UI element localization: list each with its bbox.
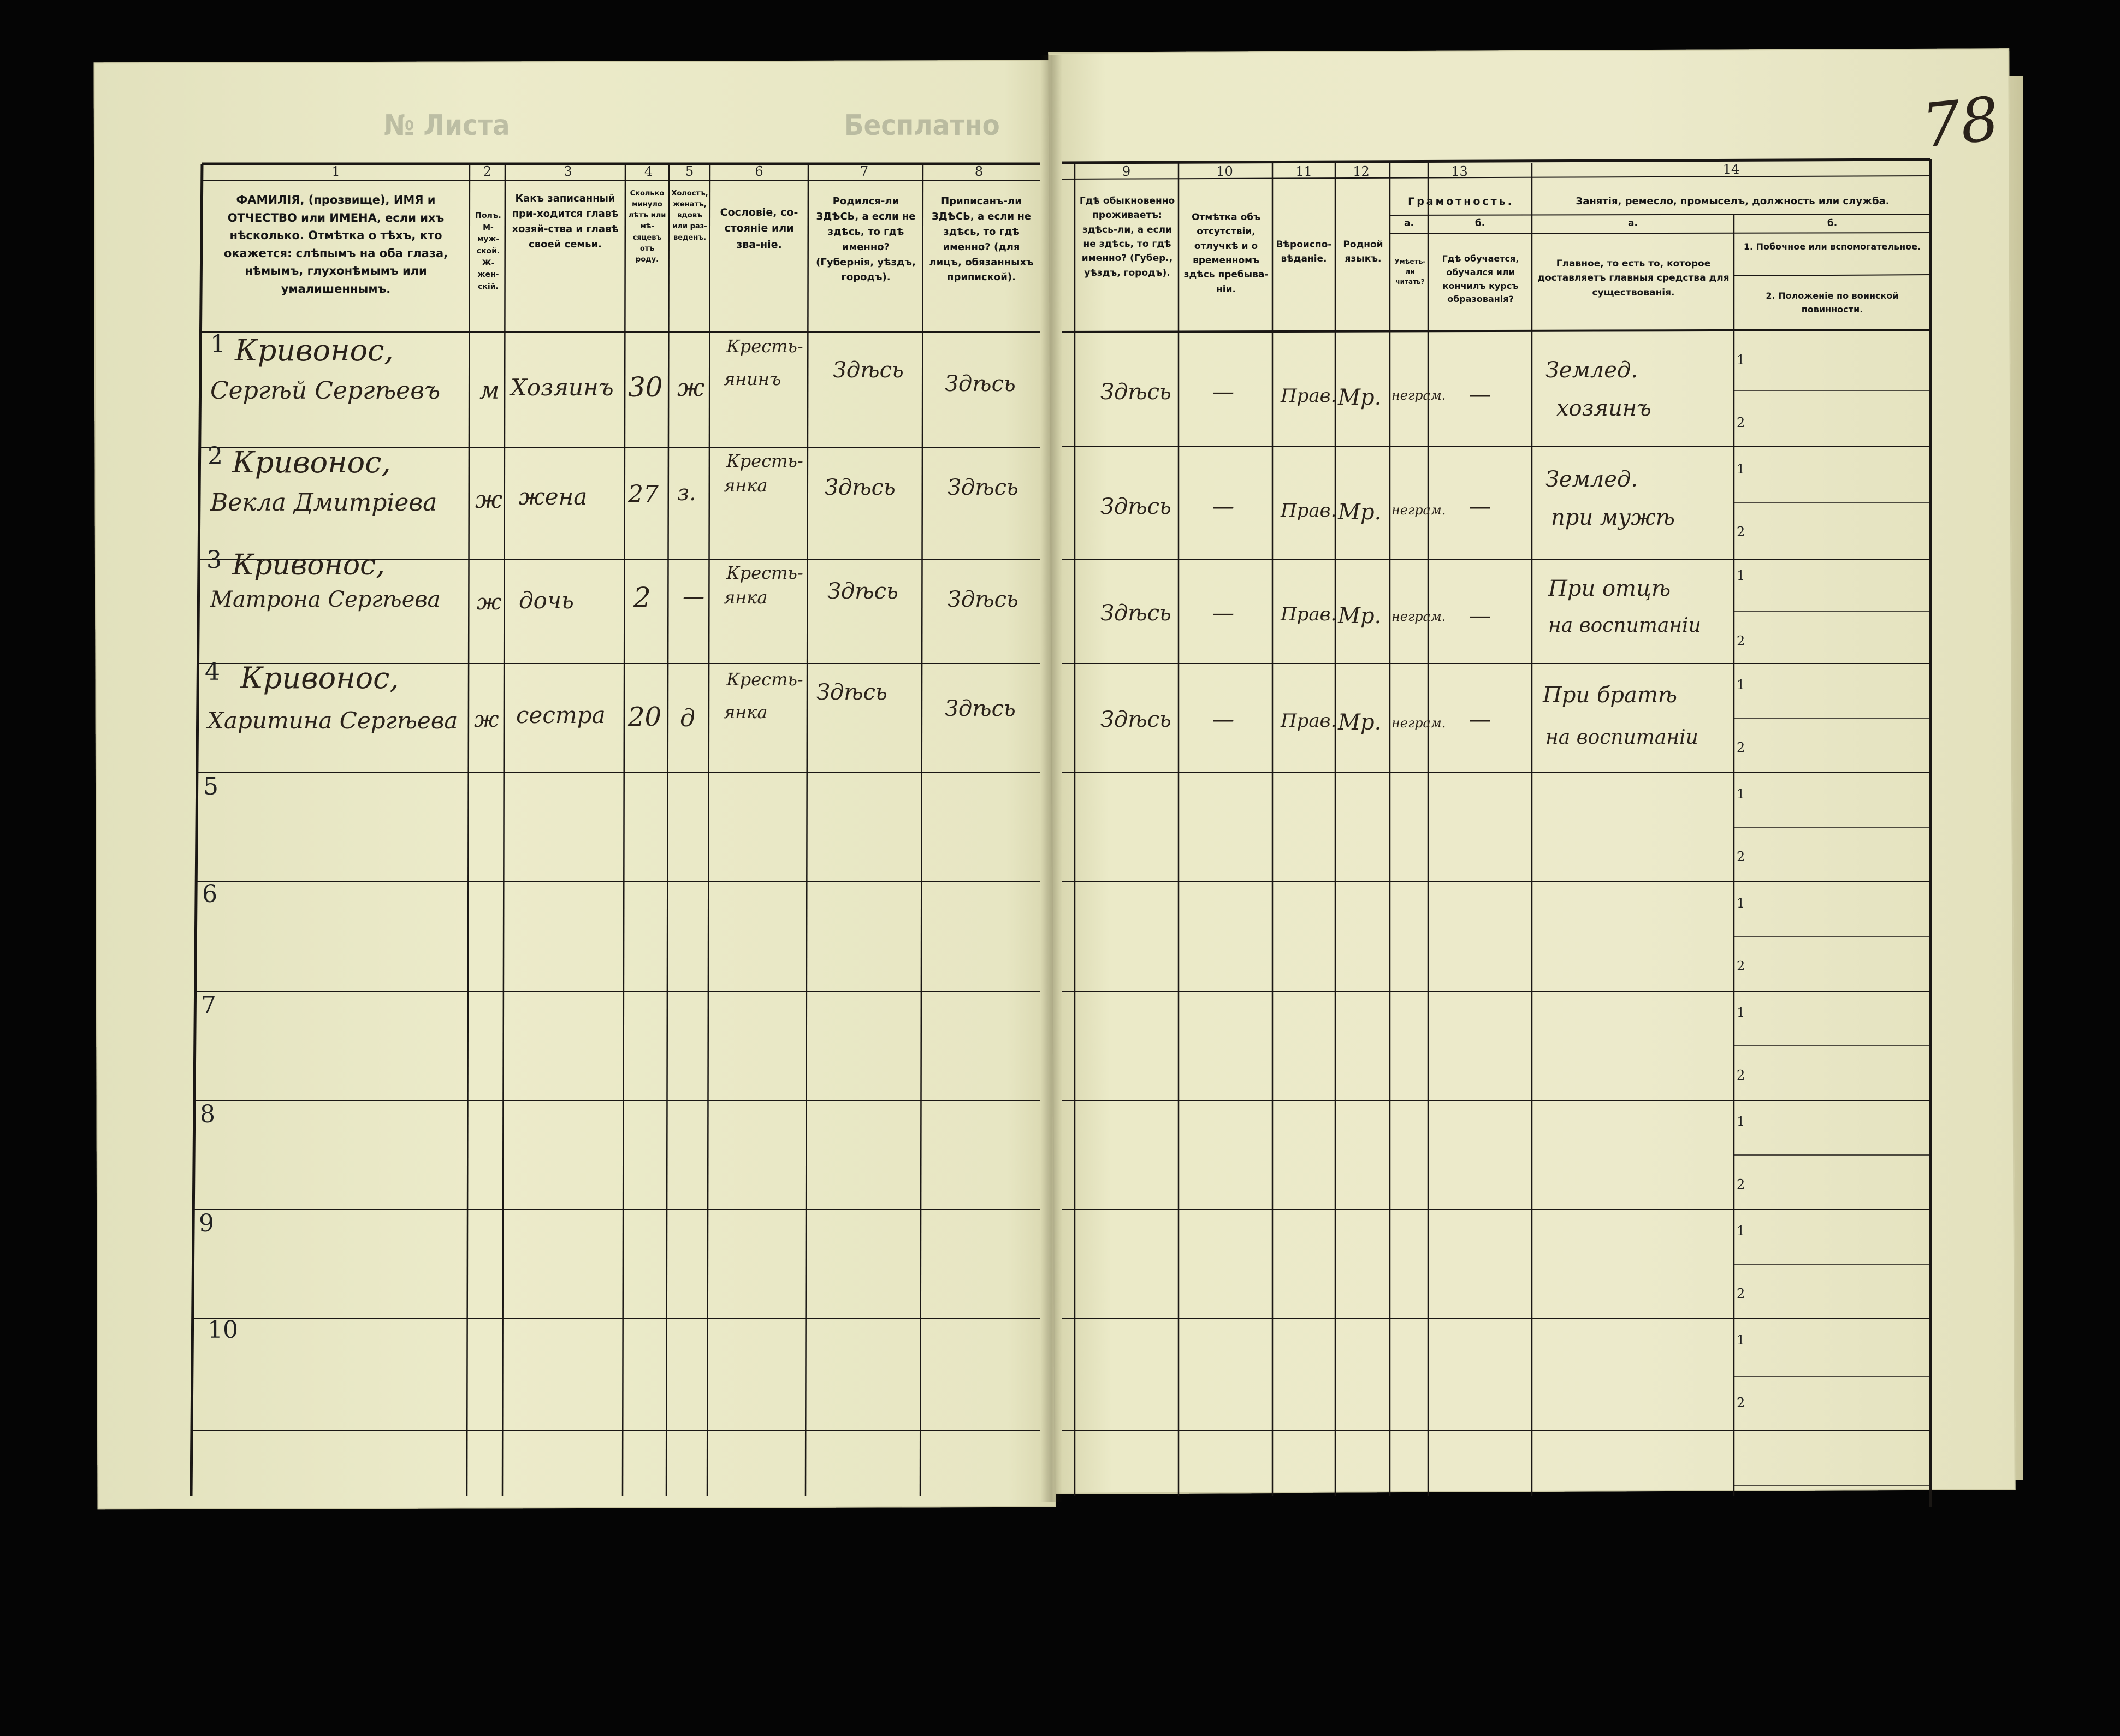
row2-estate-1: Кресть- (726, 451, 803, 471)
row-number-4: 4 (205, 658, 220, 686)
row3-occupation-1: При отцѣ (1548, 576, 1671, 601)
row4-given: Харитина Сергѣева (208, 707, 458, 734)
header-occupation-a-letter: а. (1628, 218, 1638, 229)
row4-marital: д (680, 704, 695, 732)
row1-lives: Здѣсь (1100, 380, 1171, 405)
row4-born: Здѣсь (816, 680, 887, 705)
row-number-10: 10 (208, 1316, 238, 1344)
row3-schooling: — (1469, 603, 1491, 629)
sub-mark-6-2: 2 (1737, 958, 1745, 974)
sub-mark-2-2: 2 (1737, 524, 1745, 540)
row-number-7: 7 (201, 991, 216, 1019)
row4-religion: Прав. (1281, 710, 1337, 732)
row1-language: Мр. (1338, 385, 1382, 410)
row4-language: Мр. (1338, 710, 1382, 735)
row1-occupation-2: хозяинъ (1556, 396, 1651, 421)
row4-registered: Здѣсь (945, 696, 1016, 721)
row1-sex: м (479, 377, 500, 405)
row3-given: Матрона Сергѣева (210, 587, 441, 612)
row2-given: Векла Дмитріева (210, 489, 437, 517)
sub-mark-7-2: 2 (1737, 1068, 1745, 1083)
sub-mark-2-1: 1 (1737, 461, 1745, 477)
row1-born: Здѣсь (833, 358, 904, 383)
header-occupation: Занятія, ремесло, промыселъ, должность или служба. (1576, 195, 1890, 207)
sub-mark-10-2: 2 (1737, 1395, 1745, 1411)
row2-sex: ж (475, 486, 503, 514)
sub-mark-5-1: 1 (1737, 786, 1745, 802)
row-number-8: 8 (200, 1100, 215, 1128)
row4-relation: сестра (516, 702, 606, 728)
header-absence: Отмѣтка объ отсутствіи, отлучкѣ и о временномъ здѣсь пребыва-ніи. (1183, 212, 1269, 295)
col-number-4: 4 (644, 164, 653, 179)
folio-number: 78 (1918, 84, 2003, 161)
sub-mark-3-2: 2 (1737, 633, 1745, 649)
row4-absence: — (1212, 707, 1234, 732)
header-schooling: Гдѣ обучается, обучался или кончилъ курсъ образованія? (1442, 253, 1519, 305)
sub-mark-6-1: 1 (1737, 896, 1745, 911)
row-number-9: 9 (199, 1210, 214, 1237)
col-number-10: 10 (1216, 164, 1233, 179)
header-sex: Полъ. М-муж-ской. Ж-жен-скій. (475, 211, 501, 292)
row3-absence: — (1212, 601, 1234, 626)
col-number-5: 5 (685, 164, 694, 179)
row4-lives: Здѣсь (1100, 707, 1171, 732)
row2-language: Мр. (1338, 500, 1382, 525)
header-residence: Гдѣ обыкновенно проживаетъ: здѣсь-ли, а если не здѣсь, то гдѣ именно? (Губер., уѣздъ, городъ). (1079, 195, 1175, 279)
row4-surname: Кривонос, (240, 661, 399, 695)
sub-mark-1-2: 2 (1737, 415, 1745, 430)
row4-occupation-2: на воспитаніи (1545, 726, 1698, 749)
header-estate: Сословіе, со-стояніе или зва-ніе. (720, 206, 798, 251)
col-number-11: 11 (1295, 164, 1312, 179)
header-literacy: Грамотность. (1408, 195, 1514, 208)
row2-schooling: — (1469, 494, 1491, 519)
col-number-7: 7 (860, 164, 869, 179)
row1-schooling: — (1469, 382, 1491, 407)
sub-mark-10-1: 1 (1737, 1332, 1745, 1348)
row2-religion: Прав. (1281, 500, 1337, 522)
col-number-9: 9 (1122, 164, 1131, 179)
row2-age: 27 (628, 481, 659, 508)
row1-given: Сергѣй Сергѣевъ (210, 377, 441, 405)
sub-mark-3-1: 1 (1737, 568, 1745, 583)
header-can-read: Умѣетъ-ли читать? (1394, 258, 1426, 286)
row1-religion: Прав. (1281, 385, 1337, 407)
header-military: 2. Положеніе по воинской повинности. (1766, 291, 1899, 315)
row4-estate-2: янка (724, 702, 768, 722)
header-marital: Холостъ, женатъ, вдовъ или раз-веденъ. (671, 189, 708, 242)
row3-literate: неграм. (1391, 609, 1446, 624)
sub-mark-8-1: 1 (1737, 1114, 1745, 1129)
row4-estate-1: Кресть- (726, 669, 803, 690)
sub-mark-4-1: 1 (1737, 677, 1745, 692)
row2-surname: Кривонос, (232, 445, 391, 479)
row1-absence: — (1212, 380, 1234, 405)
row1-literate: неграм. (1391, 388, 1446, 403)
sub-mark-9-2: 2 (1737, 1286, 1745, 1301)
header-registered: Приписанъ-ли ЗДѢСЬ, а если не здѣсь, то гдѣ именно? (для лицъ, обязанныхъ припиской). (929, 195, 1034, 283)
col-number-12: 12 (1353, 164, 1370, 179)
row2-registered: Здѣсь (948, 475, 1018, 500)
row3-surname: Кривонос, (232, 549, 385, 582)
row4-sex: ж (474, 707, 499, 732)
row-number-6: 6 (202, 880, 217, 908)
row1-estate-1: Кресть- (726, 336, 803, 357)
col-number-2: 2 (483, 164, 492, 179)
row1-relation: Хозяинъ (511, 374, 614, 401)
header-birthplace: Родился-ли ЗДѢСЬ, а если не здѣсь, то гдѣ именно? (Губернія, уѣздъ, городъ). (816, 195, 916, 283)
row3-sex: ж (477, 590, 502, 615)
sub-mark-1-1: 1 (1737, 352, 1745, 368)
header-literacy-b-letter: б. (1474, 218, 1485, 229)
row1-marital: ж (677, 374, 705, 402)
sub-mark-4-2: 2 (1737, 740, 1745, 755)
row2-marital: з. (677, 481, 696, 506)
row3-relation: дочь (519, 587, 574, 614)
row1-surname: Кривонос, (235, 333, 394, 368)
row3-lives: Здѣсь (1100, 601, 1171, 626)
row1-occupation-1: Землед. (1545, 358, 1638, 383)
header-main-occupation: Главное, то есть то, которое доставляетъ главныя средства для существованія. (1537, 258, 1730, 298)
row3-registered: Здѣсь (948, 587, 1018, 612)
row2-estate-2: янка (724, 475, 768, 496)
row3-estate-2: янка (724, 587, 768, 608)
row2-lives: Здѣсь (1100, 494, 1171, 519)
col-number-14: 14 (1722, 162, 1740, 177)
row2-absence: — (1212, 494, 1234, 519)
row-number-5: 5 (203, 773, 218, 801)
row3-language: Мр. (1338, 603, 1382, 629)
row2-born: Здѣсь (825, 475, 896, 500)
header-literacy-a-letter: а. (1404, 218, 1414, 229)
row4-schooling: — (1469, 707, 1491, 732)
sub-mark-8-2: 2 (1737, 1177, 1745, 1192)
row2-literate: неграм. (1391, 502, 1446, 518)
col-number-3: 3 (564, 164, 572, 179)
row-number-2: 2 (208, 442, 223, 470)
col-number-1: 1 (331, 164, 340, 179)
sub-mark-7-1: 1 (1737, 1005, 1745, 1020)
header-language: Родной языкъ. (1343, 239, 1383, 265)
row2-occupation-2: при мужѣ (1551, 505, 1675, 530)
header-occupation-b-letter: б. (1827, 218, 1838, 229)
row3-occupation-2: на воспитаніи (1548, 614, 1701, 637)
header-age: Сколько минуло лѣтъ или мѣ-сяцевъ отъ роду. (628, 189, 666, 264)
row3-religion: Прав. (1281, 603, 1337, 625)
col-number-13: 13 (1451, 164, 1468, 179)
row-number-3: 3 (206, 546, 222, 574)
header-relation: Какъ записанный при-ходится главѣ хозяй-ства и главѣ своей семьи. (512, 193, 619, 250)
row4-literate: неграм. (1391, 715, 1446, 731)
row-number-1: 1 (210, 330, 226, 358)
row3-age: 2 (633, 582, 651, 613)
row2-occupation-1: Землед. (1545, 467, 1638, 492)
row4-age: 20 (628, 702, 662, 732)
header-name: ФАМИЛІЯ, (прозвище), ИМЯ и ОТЧЕСТВО или ИМЕНА, если ихъ нѣсколько. Отмѣтка о тѣхъ, кто окажется: слѣпымъ на оба глаза, нѣмымъ, глухонѣмымъ или умалишеннымъ. (223, 193, 448, 295)
row4-occupation-1: При братѣ (1543, 683, 1678, 708)
row1-registered: Здѣсь (945, 371, 1016, 396)
col-number-8: 8 (974, 164, 984, 179)
row3-marital: — (683, 584, 704, 609)
row1-estate-2: янинъ (724, 369, 781, 389)
header-side-occupation: 1. Побочное или вспомогательное. (1743, 241, 1921, 252)
row2-relation: жена (519, 483, 588, 510)
col-number-6: 6 (755, 164, 763, 179)
ghost-free-mark: Бесплатно (844, 109, 1000, 142)
row1-age: 30 (628, 371, 663, 403)
row3-born: Здѣсь (827, 579, 898, 604)
ghost-sheet-number: № Листа (383, 109, 510, 142)
sub-mark-5-2: 2 (1737, 849, 1745, 864)
sub-mark-9-1: 1 (1737, 1223, 1745, 1239)
row3-estate-1: Кресть- (726, 562, 803, 583)
header-religion: Вѣроиспо-вѣданіе. (1276, 239, 1332, 265)
